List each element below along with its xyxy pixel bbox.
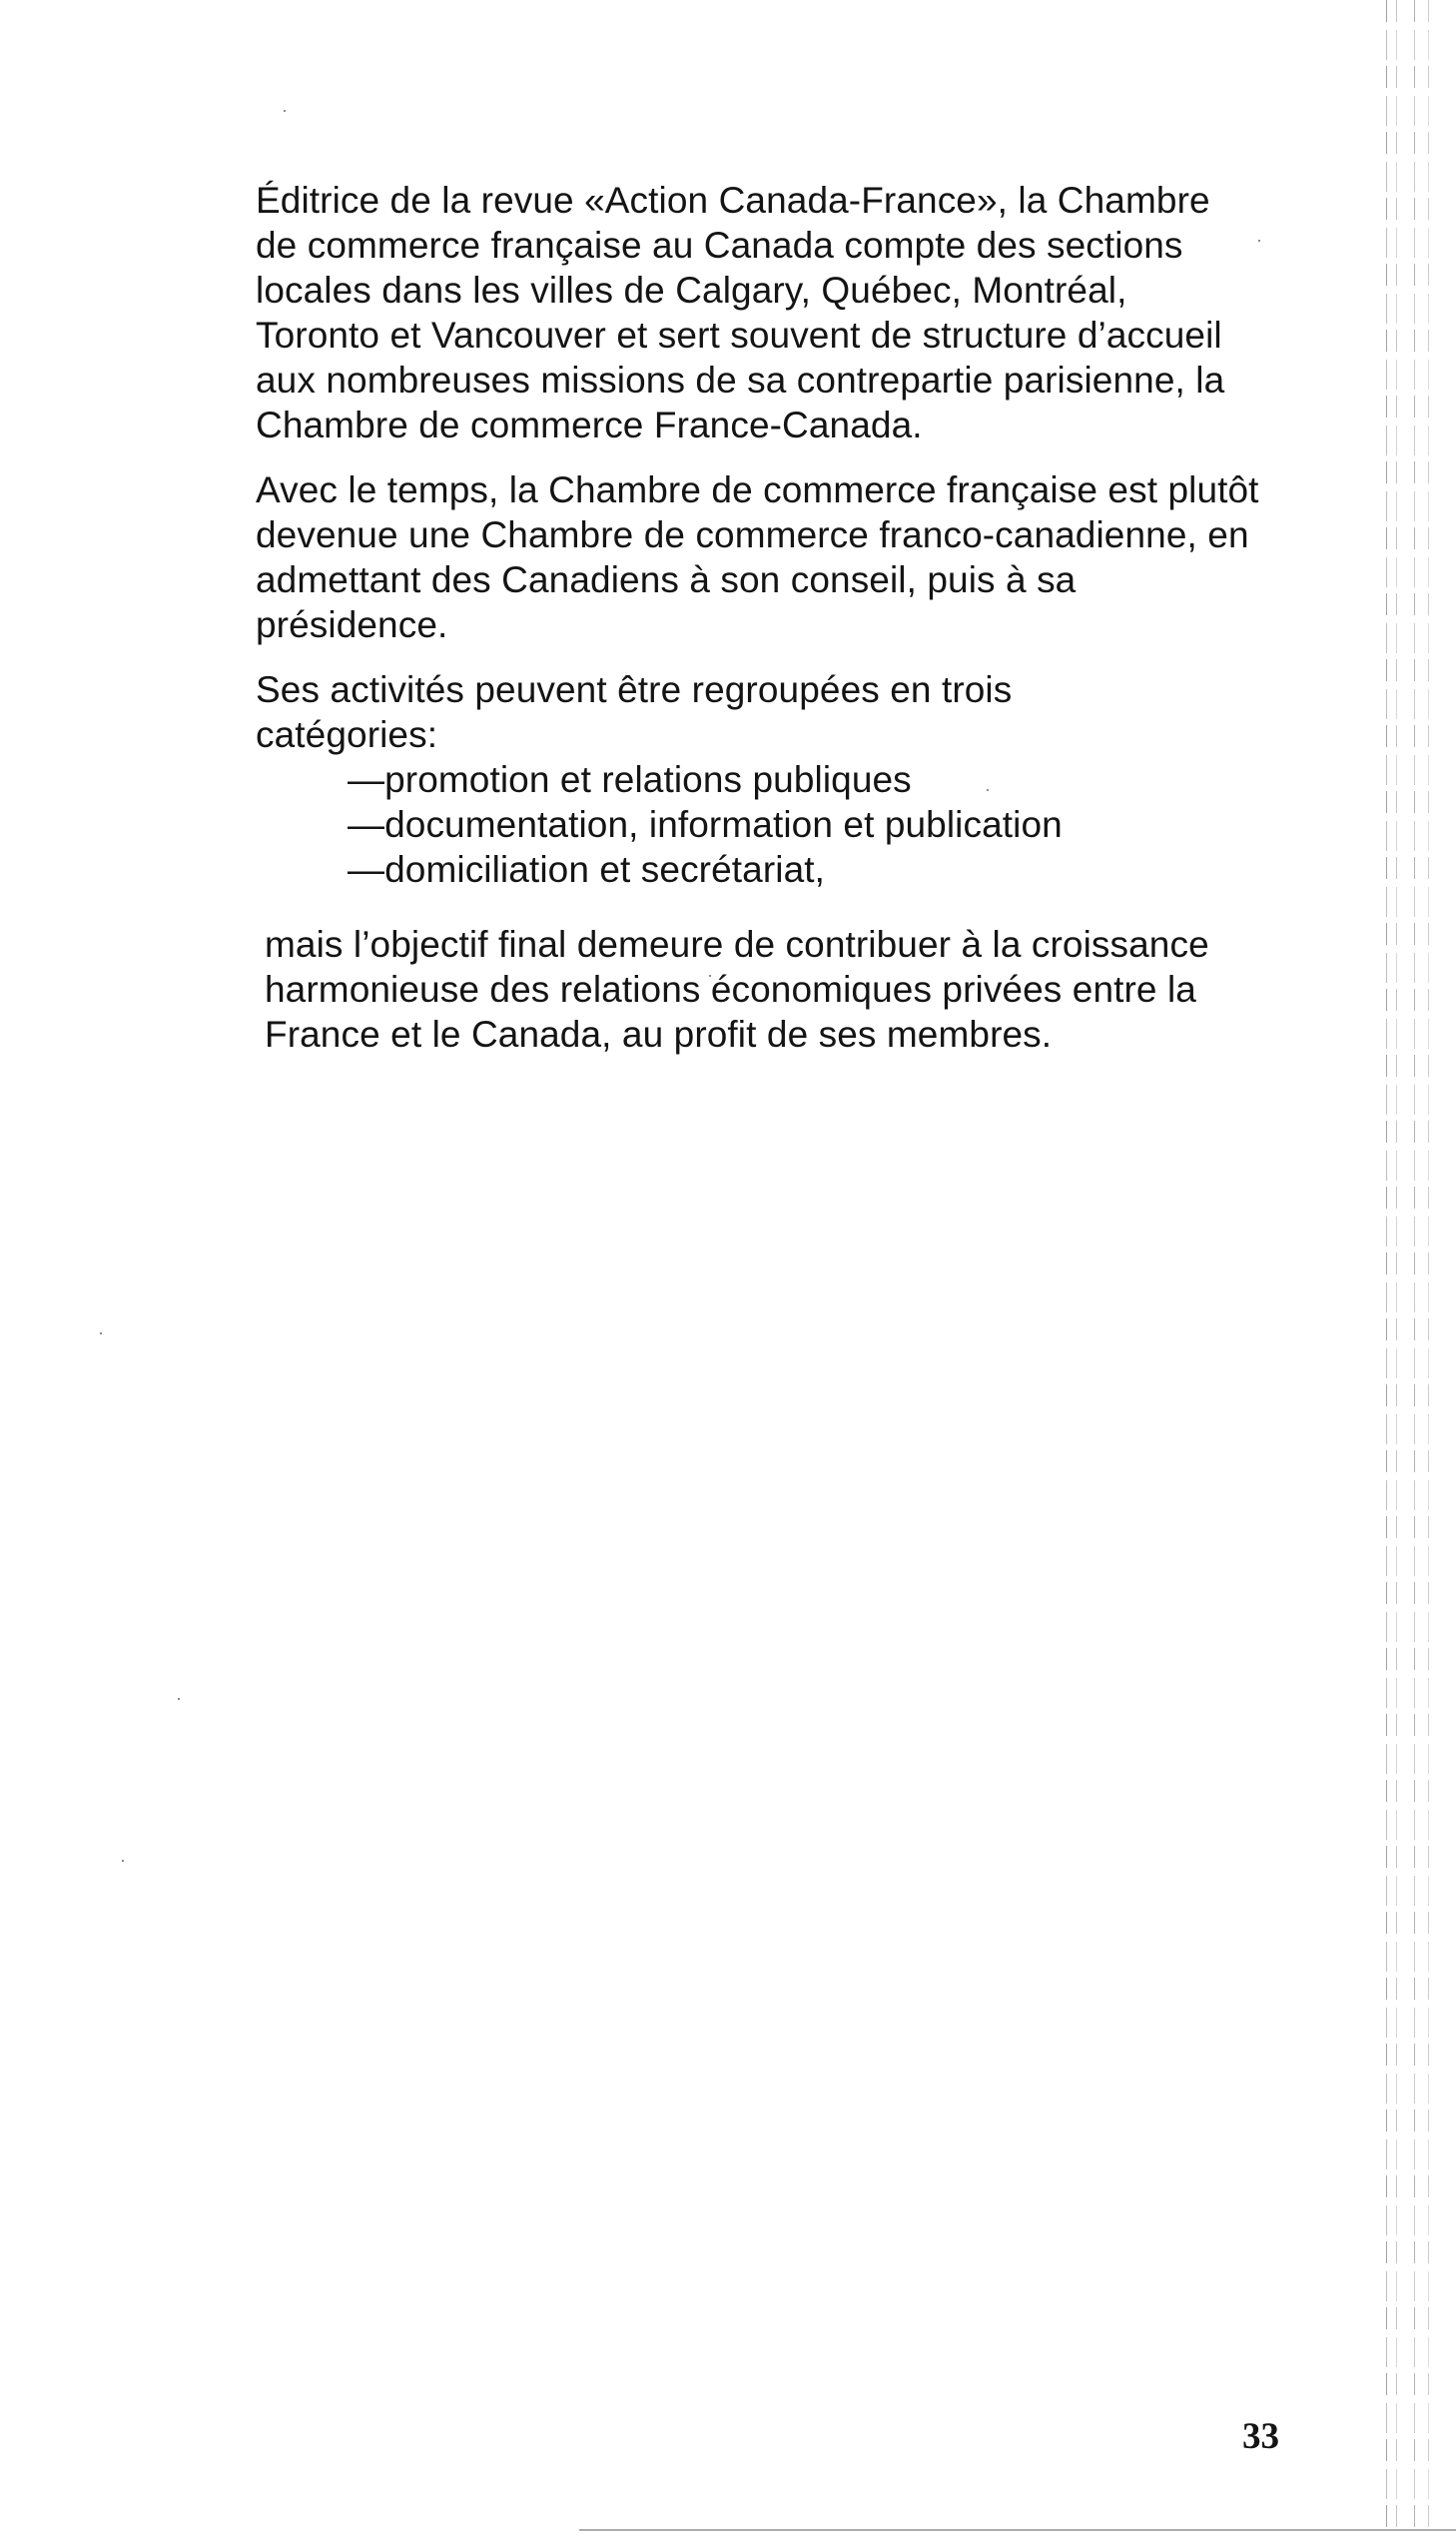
scan-speck (122, 1860, 124, 1862)
scan-gutter-line (1386, 0, 1387, 2535)
paragraph-objective: mais l’objectif final demeure de contribuer à la croissance harmonieuse des relations économiques privées entre la France et le Canada, au profit de ses membres. (265, 924, 1209, 1055)
list-item: —promotion et relations publiques (348, 759, 912, 800)
scan-speck (178, 1698, 180, 1700)
scan-gutter-line (1428, 0, 1429, 2535)
scan-bottom-edge (579, 2529, 1456, 2531)
paragraph-evolution: Avec le temps, la Chambre de commerce française est plutôt devenue une Chambre de commerce franco-canadienne, en admettant des Canadiens à son conseil, puis à sa présidence. (256, 469, 1259, 645)
activities-list (256, 757, 1274, 892)
scan-gutter-line (1414, 0, 1415, 2535)
list-item: —domiciliation et secrétariat, (348, 849, 826, 890)
scan-speck (284, 110, 286, 112)
paragraph-activities: Ses activités peuvent être regroupées en trois catégories: (256, 669, 1013, 755)
scan-speck (100, 1332, 102, 1334)
page-number: 33 (1242, 2416, 1279, 2457)
scan-gutter-line (1396, 0, 1397, 2535)
list-item: —documentation, information et publication (348, 804, 1063, 845)
paragraph-intro: Éditrice de la revue «Action Canada-France», la Chambre de commerce française au Canada compte des sections locales dans les villes de Calgary, Québec, Montréal, Toronto et Vancouver et sert souvent de structure d’accueil aux nombreuses missions de sa contrepartie parisienne, la Chambre de commerce France-Canada. (256, 180, 1225, 445)
body-text (256, 178, 1274, 1077)
